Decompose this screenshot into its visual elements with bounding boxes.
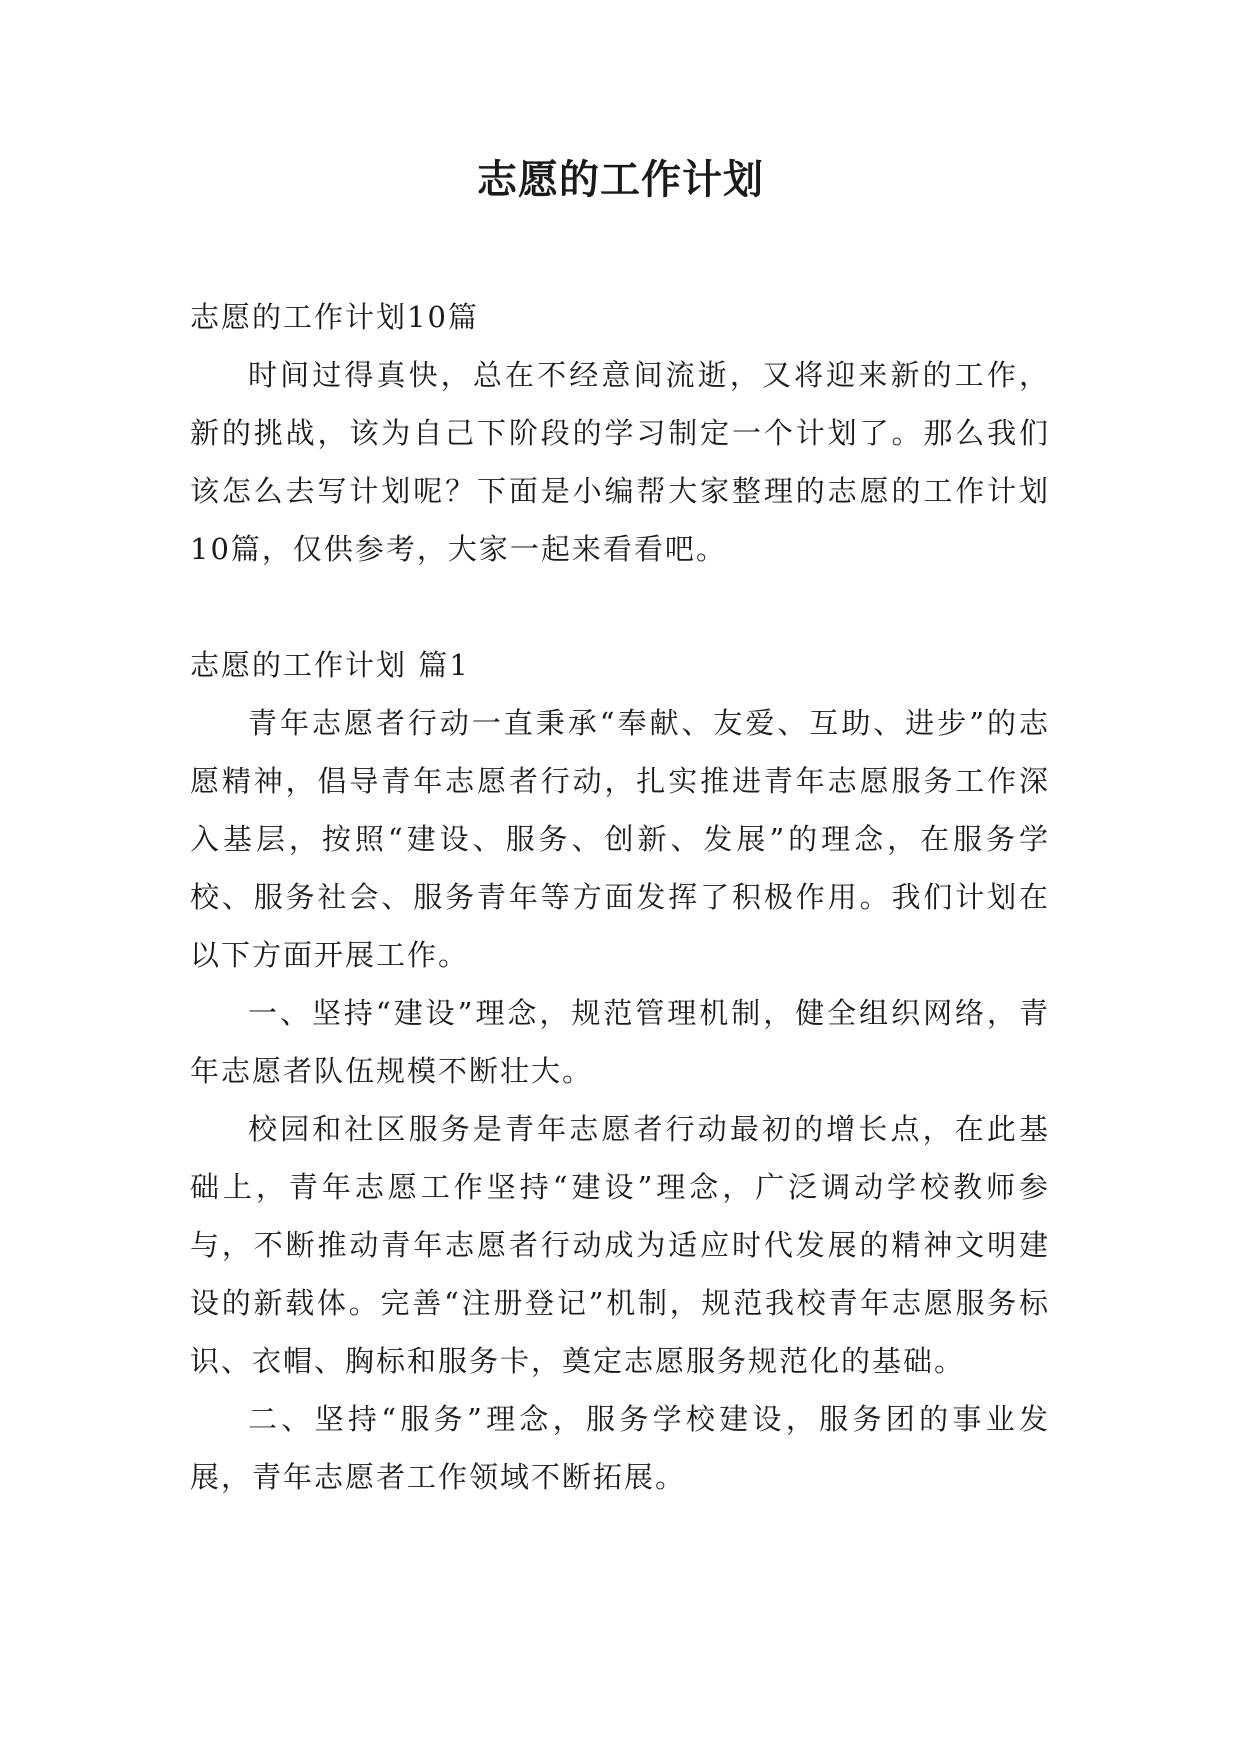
body-paragraph: 青年志愿者行动一直秉承“奉献、友爱、互助、进步”的志愿精神，倡导青年志愿者行动，扎实推进青年志愿服务工作深入基层，按照“建设、服务、创新、发展”的理念，在服务学校、服务社会、服务青年等方面发挥了积极作用。我们计划在以下方面开展工作。 — [190, 706, 1050, 972]
intro-paragraph: 时间过得真快，总在不经意间流逝，又将迎来新的工作，新的挑战，该为自己下阶段的学习制定一个计划了。那么我们该怎么去写计划呢？下面是小编帮大家整理的志愿的工作计划10篇，仅供参考，大家一起来看看吧。 — [190, 358, 1050, 566]
section-heading: 志愿的工作计划 篇1 — [190, 648, 470, 682]
paragraph-gap — [190, 578, 1050, 636]
document-title: 志愿的工作计划 — [477, 157, 764, 203]
document-body — [190, 288, 1050, 1506]
body-paragraph: 校园和社区服务是青年志愿者行动最初的增长点，在此基础上，青年志愿工作坚持“建设”理念，广泛调动学校教师参与，不断推动青年志愿者行动成为适应时代发展的精神文明建设的新载体。完善“注册登记”机制，规范我校青年志愿服务标识、衣帽、胸标和服务卡，奠定志愿服务规范化的基础。 — [190, 1112, 1050, 1378]
body-paragraph: 二、坚持“服务”理念，服务学校建设，服务团的事业发展，青年志愿者工作领域不断拓展。 — [190, 1402, 1050, 1494]
body-paragraph: 一、坚持“建设”理念，规范管理机制，健全组织网络，青年志愿者队伍规模不断壮大。 — [190, 996, 1050, 1088]
document-subtitle: 志愿的工作计划10篇 — [190, 300, 479, 334]
